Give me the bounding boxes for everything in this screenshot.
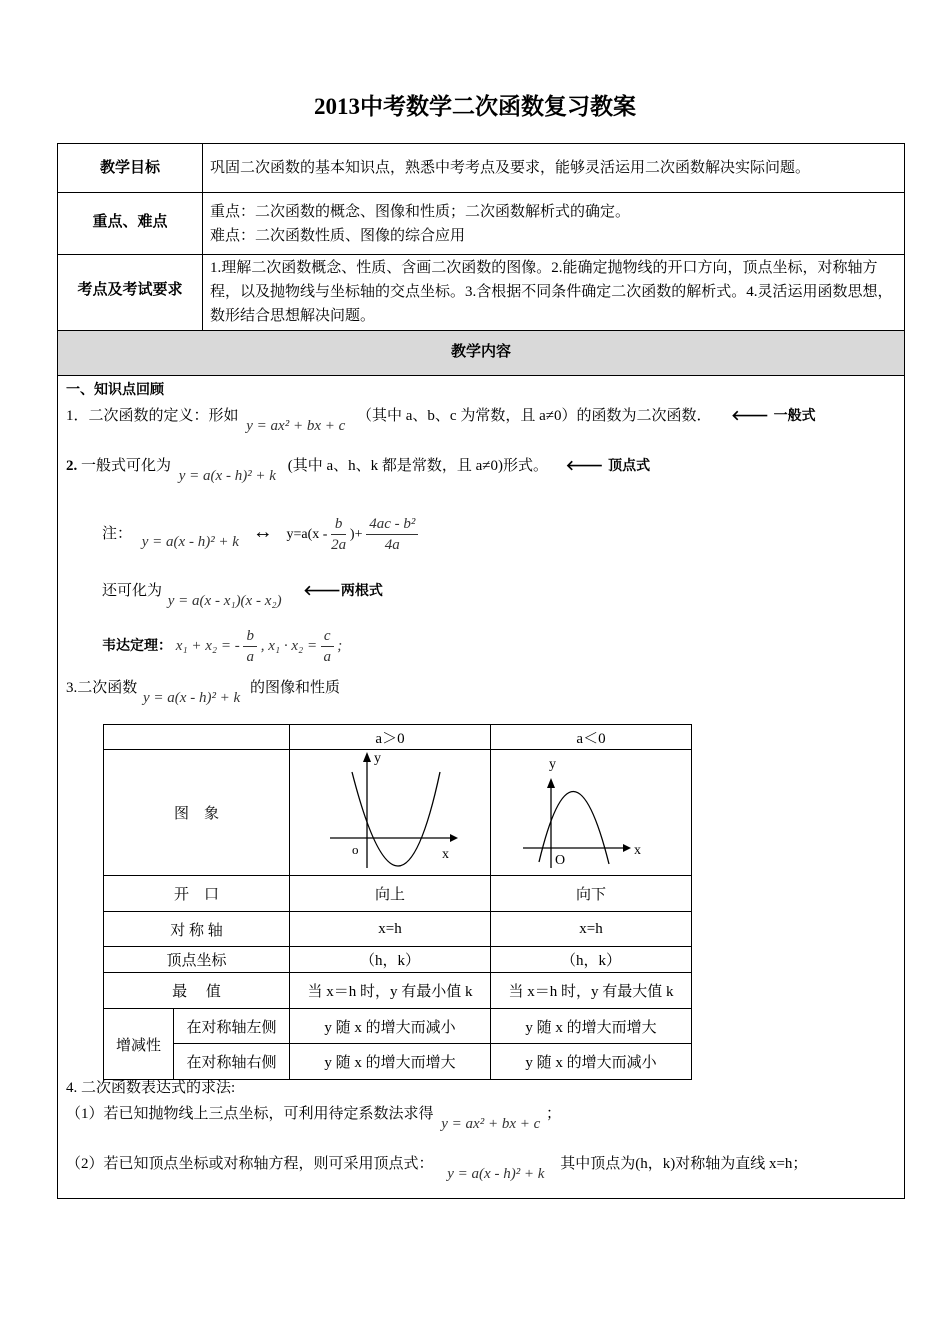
opening-neg: 向下 [491, 876, 692, 912]
mono-left-pos: y 随 x 的增大而减小 [290, 1009, 491, 1044]
mono-right-label: 在对称轴右侧 [174, 1044, 290, 1080]
properties-table [103, 724, 692, 1080]
opening-pos: 向上 [290, 876, 491, 912]
vertex-prefix: 一般式可化为 [77, 458, 172, 474]
goal-text: 巩固二次函数的基本知识点，熟悉中考考点及要求，能够灵活运用二次函数解决实际问题。 [210, 160, 811, 176]
definition-prefix: 1．二次函数的定义：形如 [66, 408, 239, 424]
vieta-sum: x₁ + x₂ = - [175, 637, 240, 654]
vertex-pos: （h，k） [290, 947, 491, 973]
y-label: y [549, 757, 556, 772]
corner-cell [104, 725, 290, 750]
fraction-b-over-2a: $\frac{b}{2a}$ [331, 516, 347, 553]
method2-line [66, 1152, 906, 1182]
col-header-pos: a＞0 [290, 725, 491, 750]
y-axis-arrow [363, 752, 371, 762]
fraction-discriminant: $\frac{\text{4ac - b²}}{4a}$ [366, 514, 418, 555]
method2-suffix: 其中顶点为(h，k)对称轴为直线 x=h； [560, 1156, 808, 1172]
roots-prefix: 还可化为 [102, 583, 163, 599]
parabola-curve [539, 791, 609, 864]
vertex-form-tag: 🡐 顶点式 [565, 458, 651, 474]
equivalence-arrow: ↔ [252, 520, 273, 543]
item3-suffix: 的图像和性质 [249, 680, 340, 696]
method1-line [66, 1102, 906, 1132]
origin-label: o [352, 842, 359, 857]
definition-line [66, 404, 906, 434]
extreme-neg: 当 x＝h 时，y 有最大值 k [491, 973, 692, 1009]
axis-neg: x=h [491, 912, 692, 947]
method2-prefix: （2）若已知顶点坐标或对称轴方程，则可采用顶点式： [66, 1156, 434, 1172]
x-label: x [634, 843, 641, 858]
fraction-c-over-a: $\frac{c}{a}$ [321, 626, 334, 667]
col-header-neg: a＜0 [491, 725, 692, 750]
vertex-form-line [66, 454, 906, 484]
graph-cell-pos [290, 750, 491, 876]
mono-left-label: 在对称轴左侧 [174, 1009, 290, 1044]
y-label: y [374, 751, 381, 766]
extreme-pos: 当 x＝h 时，y 有最小值 k [290, 973, 491, 1009]
goal-label: 教学目标 [99, 158, 160, 176]
row-label-vertex: 顶点坐标 [104, 947, 290, 973]
exam-req-label: 考点及考试要求 [77, 280, 183, 298]
parabola-curve [352, 772, 440, 866]
roots-form-line [102, 579, 902, 609]
content-header: 教学内容 [450, 342, 511, 360]
item3-formula: y = a(x - h)² + k [143, 690, 241, 706]
item3-prefix: 3.二次函数 [66, 680, 138, 696]
note-label: 注： [102, 525, 133, 542]
vieta-line [102, 626, 902, 667]
definition-suffix: （其中 a、b、c 为常数，且 a≠0）的函数为二次函数． [357, 408, 712, 424]
method1-prefix: （1）若已知抛物线上三点坐标，可利用待定系数法求得 [66, 1106, 434, 1122]
graph-props-line [66, 676, 866, 706]
general-form-formula: y = ax² + bx + c [246, 418, 346, 434]
row-label-opening: 开 口 [104, 876, 290, 912]
x-label: x [442, 847, 449, 862]
vieta-label: 韦达定理： [102, 637, 172, 654]
x-axis-arrow [623, 844, 631, 852]
axis-pos: x=h [290, 912, 491, 947]
fraction-b-over-a: $\frac{b}{a}$ [243, 626, 257, 667]
origin-label: O [555, 853, 566, 868]
note-line [102, 514, 902, 555]
vertex-neg: （h，k） [491, 947, 692, 973]
x-axis-arrow [450, 834, 458, 842]
mono-right-pos: y 随 x 的增大而增大 [290, 1044, 491, 1080]
method2-formula: y = a(x - h)² + k [447, 1166, 545, 1182]
y-axis-arrow [547, 778, 555, 788]
note-formula: y = a(x - h)² + k [141, 533, 239, 550]
row-label-extreme: 最 值 [104, 973, 290, 1009]
roots-form-tag: 🡐两根式 [303, 583, 383, 599]
mono-right-neg: y 随 x 的增大而减小 [491, 1044, 692, 1080]
vieta-end: ; [337, 637, 343, 654]
key-point-line: 重点：二次函数的概念、图像和性质；二次函数解析式的确定。 [210, 204, 631, 220]
roots-form-formula: y = a(x - x₁)(x - x₂) [167, 593, 282, 609]
monotonic-label: 增减性 [104, 1009, 174, 1080]
method1-formula: y = ax² + bx + c [441, 1116, 541, 1132]
general-form-tag: 🡐 一般式 [731, 408, 816, 424]
page-title: 2013中考数学二次函数复习教案 [314, 94, 636, 119]
item-number: 2. [66, 458, 78, 474]
section-heading: 一、知识点回顾 [66, 382, 164, 398]
graph-cell-neg [491, 750, 692, 876]
note-rhs-mid: )+ [349, 526, 363, 542]
upward-parabola-graph [290, 750, 490, 870]
downward-parabola-graph [491, 750, 691, 870]
section4-heading: 4. 二次函数表达式的求法: [66, 1080, 236, 1096]
exam-req-text: 1.理解二次函数概念、性质、含画二次函数的图像。2.能确定抛物线的开口方向，顶点坐标，对称轴方程，以及抛物线与坐标轴的交点坐标。3.含根据不同条件确定二次函数的解析式。4.灵活运用函数思想，数形结合思想解决问题。 [210, 260, 893, 324]
method1-end: ； [546, 1106, 562, 1122]
row-label-axis: 对 称 轴 [104, 912, 290, 947]
mono-left-neg: y 随 x 的增大而增大 [491, 1009, 692, 1044]
vertex-form-formula: y = a(x - h)² + k [178, 468, 276, 484]
vieta-product: , x₁ · x₂ = [260, 637, 318, 654]
vertex-suffix: (其中 a、h、k 都是常数，且 a≠0)形式。 [287, 458, 549, 474]
note-rhs-prefix: y=a(x - [286, 526, 328, 542]
difficult-point-line: 难点：二次函数性质、图像的综合应用 [210, 228, 466, 244]
graph-label: 图 象 [104, 750, 290, 876]
key-points-label: 重点、难点 [92, 212, 168, 230]
